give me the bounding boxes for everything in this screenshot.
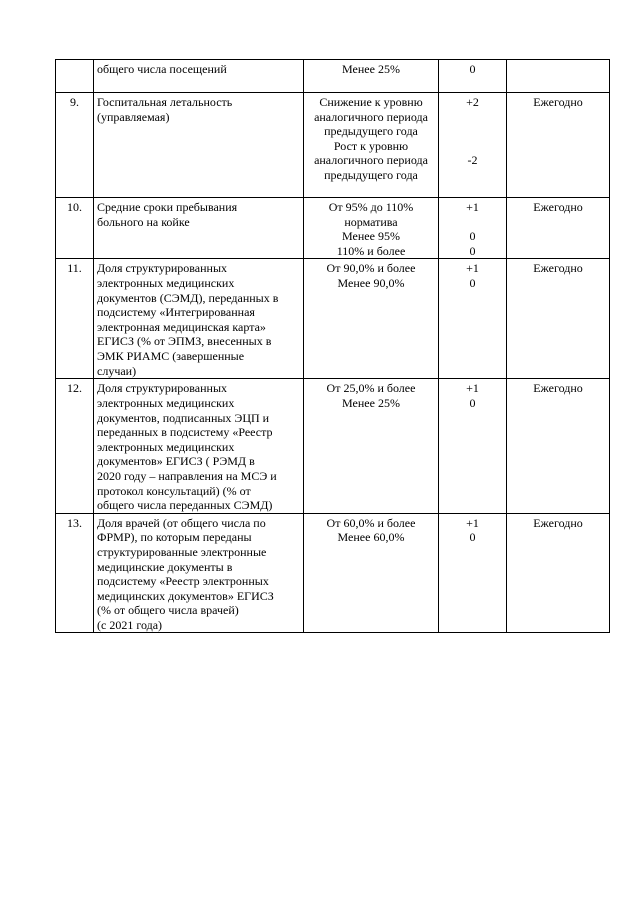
row-number-cell (56, 198, 94, 259)
criterion-text-line: переданных в подсистему «Реестр (97, 425, 273, 440)
period-text: Ежегодно (533, 515, 583, 530)
criterion-text-line: Доля врачей (от общего числа по (97, 515, 266, 530)
row-number: 10. (67, 200, 82, 214)
value-text-line: Рост к уровню (333, 138, 409, 153)
row-number: 13. (67, 515, 82, 530)
criterion-text-line: электронная медицинская карта» (97, 319, 266, 334)
points-text-line: 0 (469, 243, 476, 258)
row-number: 9. (70, 95, 79, 109)
points-cell (439, 259, 507, 379)
criterion-text-line: медицинские документы в (97, 559, 233, 574)
criterion-text-line: общего числа переданных СЭМД) (97, 498, 273, 513)
period-text: Ежегодно (533, 381, 583, 396)
row-number-cell (56, 513, 94, 633)
value-text-line: предыдущего года (324, 124, 418, 139)
table-row (56, 513, 610, 633)
points-cell (439, 513, 507, 633)
period-cell (507, 198, 610, 259)
value-cell (304, 259, 439, 379)
criterion-text-line: (% от общего числа врачей) (97, 603, 239, 618)
criterion-text-line: электронных медицинских (97, 395, 235, 410)
criterion-text-line: Доля структурированных (97, 261, 228, 276)
points-text-line: +1 (466, 261, 479, 276)
value-text-line: От 95% до 110% (328, 200, 414, 214)
value-text-line: Менее 25% (342, 395, 400, 410)
criterion-text-line: медицинских документов» ЕГИСЗ (97, 588, 274, 603)
period-cell (507, 259, 610, 379)
points-cell (439, 60, 507, 93)
value-text-line: От 25,0% и более (326, 381, 416, 396)
points-text-line: -2 (467, 153, 478, 168)
points-text-line: +1 (466, 381, 479, 396)
points-text-line (442, 124, 503, 139)
value-text-line: От 90,0% и более (326, 261, 416, 276)
value-cell (304, 198, 439, 259)
period-text: Ежегодно (533, 95, 583, 109)
criterion-text-line: ЕГИСЗ (% от ЭПМЗ, внесенных в (97, 334, 272, 349)
criterion-text-line: подсистему «Интегрированная (97, 305, 255, 320)
points-text-line: 0 (469, 395, 476, 410)
value-text-line: Снижение к уровню (319, 95, 423, 109)
criterion-text-line: ФРМР), по которым переданы (97, 530, 252, 545)
value-text-line: Менее 60,0% (337, 530, 405, 545)
criterion-text-line: (управляемая) (97, 109, 170, 124)
criterion-text-line: Госпитальная летальность (97, 95, 233, 109)
criterion-text-line: документов» ЕГИСЗ ( РЭМД в (97, 454, 255, 469)
table-row (56, 198, 610, 259)
table-row (56, 93, 610, 198)
points-cell (439, 198, 507, 259)
criterion-text-line: общего числа посещений (97, 62, 227, 76)
value-text-line: Менее 90,0% (337, 275, 405, 290)
points-text-line: +1 (466, 200, 479, 214)
row-number: 12. (67, 381, 82, 396)
indicators-table (55, 59, 610, 633)
value-cell (304, 60, 439, 93)
criterion-text-line: Доля структурированных (97, 381, 228, 396)
row-number-cell (56, 60, 94, 93)
points-text-line: 0 (469, 530, 476, 545)
points-text-line: 0 (469, 275, 476, 290)
criterion-cell (94, 60, 304, 93)
period-cell (507, 60, 610, 93)
points-text-line: +2 (466, 95, 479, 109)
points-text-line (442, 215, 503, 230)
points-cell (439, 379, 507, 513)
criterion-text-line: случаи) (97, 363, 137, 378)
points-text-line: +1 (466, 515, 479, 530)
points-text-line: 0 (469, 229, 476, 244)
criterion-text-line: (с 2021 года) (97, 617, 163, 632)
value-text-line: предыдущего года (324, 167, 418, 182)
criterion-cell (94, 259, 304, 379)
value-cell (304, 93, 439, 198)
period-cell (507, 379, 610, 513)
row-number-cell (56, 259, 94, 379)
period-text: Ежегодно (533, 200, 583, 214)
criterion-text-line: 2020 году – направления на МСЭ и (97, 468, 277, 483)
criterion-text-line: документов, подписанных ЭЦП и (97, 410, 270, 425)
table-row (56, 379, 610, 513)
criterion-text-line: протокол консультаций) (% от (97, 483, 251, 498)
indicators-table-body (56, 60, 610, 633)
criterion-text-line: Средние сроки пребывания (97, 200, 238, 214)
criterion-cell (94, 379, 304, 513)
row-number-cell (56, 379, 94, 513)
value-cell (304, 379, 439, 513)
row-number: 11. (67, 261, 82, 276)
criterion-text-line: документов (СЭМД), переданных в (97, 290, 279, 305)
criterion-text-line: электронных медицинских (97, 275, 235, 290)
value-cell (304, 513, 439, 633)
criterion-text-line: ЭМК РИАМС (завершенные (97, 348, 245, 363)
criterion-text-line: структурированные электронные (97, 544, 267, 559)
table-row (56, 259, 610, 379)
criterion-cell (94, 198, 304, 259)
period-cell (507, 93, 610, 198)
period-cell (507, 513, 610, 633)
value-text-line: От 60,0% и более (326, 515, 416, 530)
criterion-cell (94, 93, 304, 198)
value-text-line: Менее 95% (342, 229, 400, 244)
points-text-line: 0 (469, 62, 476, 76)
criterion-text-line: электронных медицинских (97, 439, 235, 454)
value-text-line: Менее 25% (342, 62, 400, 76)
points-cell (439, 93, 507, 198)
value-text-line: норматива (344, 214, 398, 229)
row-number-cell (56, 93, 94, 198)
criterion-text-line: подсистему «Реестр электронных (97, 574, 269, 589)
points-text-line (442, 110, 503, 125)
table-row (56, 60, 610, 93)
points-text-line (442, 139, 503, 154)
period-text: Ежегодно (533, 261, 583, 276)
value-text-line: аналогичного периода (314, 109, 428, 124)
value-text-line: 110% и более (336, 243, 406, 258)
criterion-cell (94, 513, 304, 633)
criterion-text-line: больного на койке (97, 214, 190, 229)
value-text-line: аналогичного периода (314, 153, 428, 168)
